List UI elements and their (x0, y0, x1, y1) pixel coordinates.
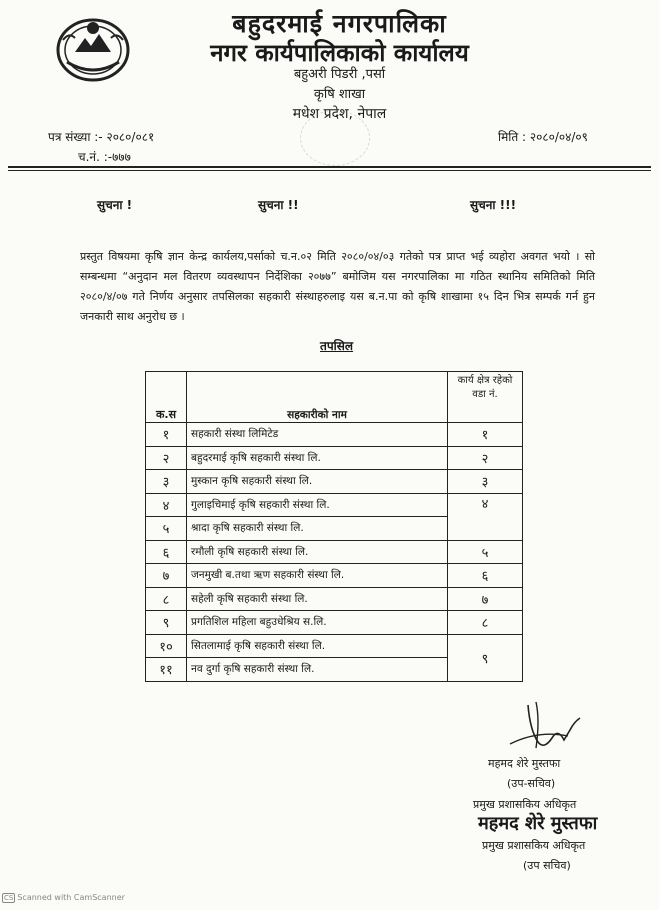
row-name: सहकारी संस्था लिमिटेड (187, 423, 448, 447)
camscanner-icon: CS (4, 894, 14, 902)
header-sn: क.स (146, 372, 187, 423)
camscanner-watermark (2, 893, 125, 903)
letter-body: प्रस्तुत विषयमा कृषि ज्ञान केन्द्र कार्यलय,पर्साको च.न.०२ मिति २०८०/०४/०३ गतेको पत्र प्राप्त भई व्यहोरा अवगत भयो । सो सम्बन्धमा “अनुदान मल वितरण व्यवस्थापन निर्देशिका २०७७” बमोजिम यस नगरपालिका मा गठित स्थानिय समितिको मिति २०८०/४/०७ गते निर्णय अनुसार तपसिलका सहकारी संस्थाहरुलाइ यस ब.न.पा को कृषि शाखामा १५ दिन भित्र सम्पर्क गर्न हुन जनकारी साथ अनुरोध छ । (80, 250, 595, 323)
dispatch-number: च.नं. :-७७७ (78, 150, 131, 164)
row-sn: ५ (146, 517, 187, 541)
row-sn: ९ (146, 611, 187, 635)
table-row (146, 540, 523, 564)
table-row (146, 470, 523, 494)
signatory-post: (उप-सचिव) (507, 777, 556, 790)
branch-name: कृषि शाखा (313, 87, 366, 102)
row-ward: ५ (448, 540, 523, 564)
address: बहुअरी पिडरी ,पर्सा (293, 67, 386, 82)
row-sn: ६ (146, 540, 187, 564)
row-sn: १ (146, 423, 187, 447)
row-sn: ११ (146, 658, 187, 682)
row-name: नव दुर्गा कृषि सहकारी संस्था लि. (187, 658, 448, 682)
row-ward: ९ (448, 634, 523, 681)
row-ward: ४ (448, 493, 523, 540)
org-name: बहुदरमाई नगरपालिका (232, 9, 447, 38)
province: मधेश प्रदेश, नेपाल (292, 106, 387, 122)
row-ward: ३ (448, 470, 523, 494)
table-row (146, 423, 523, 447)
row-name: मुस्कान कृषि सहकारी संस्था लि. (187, 470, 448, 494)
table-row (146, 634, 523, 658)
notice-1: सुचना ! (97, 198, 133, 212)
stamp-post: (उप सचिव) (523, 859, 571, 872)
row-name: गुलाइचिमाई कृषि सहकारी संस्था लि. (187, 493, 448, 517)
row-name: जनमुखी ब.तथा ऋण सहकारी संस्था लि. (187, 564, 448, 588)
row-sn: ३ (146, 470, 187, 494)
signatory-name: महमद शेरे मुस्तफा (488, 757, 561, 770)
notice-2: सुचना !! (258, 198, 299, 212)
row-sn: २ (146, 446, 187, 470)
letter-date: मिति : २०८०/०४/०९ (498, 130, 588, 144)
row-ward: १ (448, 423, 523, 447)
row-name: बहुदरमाई कृषि सहकारी संस्था लि. (187, 446, 448, 470)
header-divider (8, 166, 651, 168)
row-sn: ८ (146, 587, 187, 611)
row-ward: ८ (448, 611, 523, 635)
letter-number: पत्र संख्या :- २०८०/०८१ (48, 130, 155, 144)
table-row (146, 611, 523, 635)
row-sn: ४ (146, 493, 187, 517)
row-ward: ६ (448, 564, 523, 588)
table-row (146, 446, 523, 470)
signatory-title: प्रमुख प्रशासकिय अधिकृत (473, 798, 577, 811)
stamp-name: महमद शेरे मुस्तफा (478, 813, 598, 834)
office-stamp (300, 110, 370, 166)
handwritten-signature (508, 700, 588, 755)
row-name: सहेली कृषि सहकारी संस्था लि. (187, 587, 448, 611)
row-name: रमौली कृषि सहकारी संस्था लि. (187, 540, 448, 564)
cooperative-table (145, 371, 523, 682)
row-name: श्रादा कृषि सहकारी संस्था लि. (187, 517, 448, 541)
row-sn: ७ (146, 564, 187, 588)
table-row (146, 493, 523, 517)
header-ward: कार्य क्षेत्र रहेको वडा नं. (448, 372, 523, 423)
watermark-text: Scanned with CamScanner (17, 893, 125, 902)
office-name: नगर कार्यपालिकाको कार्यालय (210, 39, 469, 67)
table-row (146, 587, 523, 611)
header-divider-thin (8, 170, 651, 171)
row-sn: १० (146, 634, 187, 658)
row-ward: २ (448, 446, 523, 470)
table-title: तपसिल (320, 339, 354, 353)
row-name: प्रगतिशिल महिला बहुउधेश्रिय स.लि. (187, 611, 448, 635)
table-row (146, 564, 523, 588)
header-name: सहकारीको नाम (187, 372, 448, 423)
notice-3: सुचना !!! (470, 198, 517, 212)
row-ward: ७ (448, 587, 523, 611)
stamp-title: प्रमुख प्रशासकिय अधिकृत (482, 839, 586, 852)
row-name: सितलामाई कृषि सहकारी संस्था लि. (187, 634, 448, 658)
